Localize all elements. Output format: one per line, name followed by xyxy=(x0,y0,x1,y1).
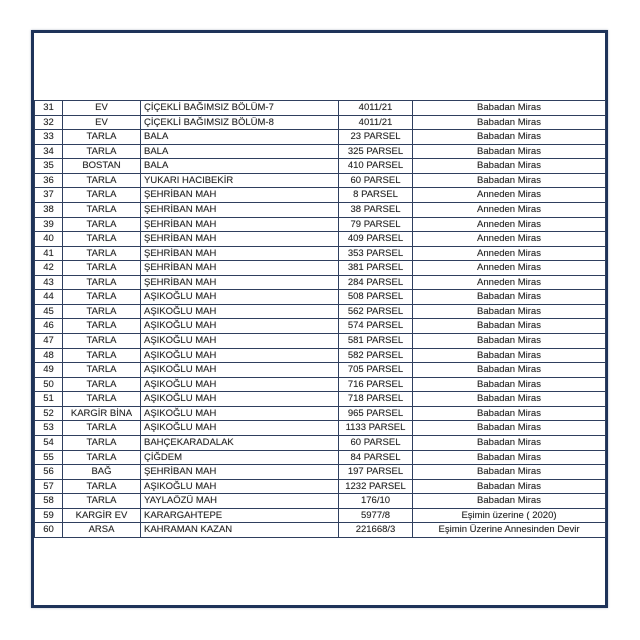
location-name-cell: ÇİÇEKLİ BAĞIMSIZ BÖLÜM-8 xyxy=(141,115,339,130)
inheritance-note-cell: Eşimin Üzerine Annesinden Devir xyxy=(413,523,606,538)
parcel-number-cell: 197 PARSEL xyxy=(339,465,413,480)
location-name-cell: BALA xyxy=(141,159,339,174)
table-row xyxy=(35,144,606,159)
property-type-cell: BOSTAN xyxy=(63,159,141,174)
property-type-cell: TARLA xyxy=(63,479,141,494)
property-type-cell: TARLA xyxy=(63,202,141,217)
table-row xyxy=(35,334,606,349)
parcel-number-cell: 1133 PARSEL xyxy=(339,421,413,436)
property-type-cell: BAĞ xyxy=(63,465,141,480)
inheritance-note-cell: Babadan Miras xyxy=(413,465,606,480)
table-row xyxy=(35,304,606,319)
property-type-cell: TARLA xyxy=(63,363,141,378)
parcel-number-cell: 284 PARSEL xyxy=(339,275,413,290)
property-type-cell: TARLA xyxy=(63,144,141,159)
location-name-cell: ŞEHRİBAN MAH xyxy=(141,275,339,290)
row-number-cell: 50 xyxy=(35,377,63,392)
inheritance-note-cell: Babadan Miras xyxy=(413,290,606,305)
property-type-cell: ARSA xyxy=(63,523,141,538)
property-type-cell: TARLA xyxy=(63,421,141,436)
row-number-cell: 54 xyxy=(35,435,63,450)
property-type-cell: TARLA xyxy=(63,494,141,509)
parcel-number-cell: 5977/8 xyxy=(339,508,413,523)
property-type-cell: TARLA xyxy=(63,232,141,247)
row-number-cell: 56 xyxy=(35,465,63,480)
row-number-cell: 38 xyxy=(35,202,63,217)
property-type-cell: TARLA xyxy=(63,217,141,232)
parcel-number-cell: 716 PARSEL xyxy=(339,377,413,392)
inheritance-note-cell: Anneden Miras xyxy=(413,232,606,247)
row-number-cell: 35 xyxy=(35,159,63,174)
location-name-cell: BALA xyxy=(141,144,339,159)
parcel-number-cell: 508 PARSEL xyxy=(339,290,413,305)
property-type-cell: TARLA xyxy=(63,188,141,203)
row-number-cell: 53 xyxy=(35,421,63,436)
parcel-number-cell: 60 PARSEL xyxy=(339,173,413,188)
inheritance-note-cell: Babadan Miras xyxy=(413,334,606,349)
table-row xyxy=(35,508,606,523)
parcel-number-cell: 409 PARSEL xyxy=(339,232,413,247)
location-name-cell: KARARGAHTEPE xyxy=(141,508,339,523)
table-row xyxy=(35,217,606,232)
parcel-number-cell: 176/10 xyxy=(339,494,413,509)
row-number-cell: 41 xyxy=(35,246,63,261)
row-number-cell: 31 xyxy=(35,101,63,116)
inheritance-note-cell: Anneden Miras xyxy=(413,188,606,203)
table-row xyxy=(35,101,606,116)
row-number-cell: 57 xyxy=(35,479,63,494)
row-number-cell: 32 xyxy=(35,115,63,130)
location-name-cell: ŞEHRİBAN MAH xyxy=(141,202,339,217)
row-number-cell: 45 xyxy=(35,304,63,319)
property-type-cell: EV xyxy=(63,101,141,116)
row-number-cell: 34 xyxy=(35,144,63,159)
inheritance-note-cell: Babadan Miras xyxy=(413,304,606,319)
property-type-cell: TARLA xyxy=(63,392,141,407)
location-name-cell: ŞEHRİBAN MAH xyxy=(141,188,339,203)
parcel-number-cell: 8 PARSEL xyxy=(339,188,413,203)
table-row xyxy=(35,450,606,465)
inheritance-note-cell: Anneden Miras xyxy=(413,202,606,217)
parcel-number-cell: 718 PARSEL xyxy=(339,392,413,407)
parcel-number-cell: 574 PARSEL xyxy=(339,319,413,334)
property-type-cell: TARLA xyxy=(63,275,141,290)
inheritance-note-cell: Anneden Miras xyxy=(413,261,606,276)
parcel-number-cell: 410 PARSEL xyxy=(339,159,413,174)
asset-declaration-table xyxy=(34,100,606,538)
table-row xyxy=(35,465,606,480)
inheritance-note-cell: Babadan Miras xyxy=(413,494,606,509)
table-row xyxy=(35,406,606,421)
location-name-cell: ŞEHRİBAN MAH xyxy=(141,217,339,232)
parcel-number-cell: 4011/21 xyxy=(339,115,413,130)
property-type-cell: TARLA xyxy=(63,450,141,465)
location-name-cell: AŞIKOĞLU MAH xyxy=(141,348,339,363)
location-name-cell: KAHRAMAN KAZAN xyxy=(141,523,339,538)
table-row xyxy=(35,435,606,450)
location-name-cell: YUKARI HACIBEKİR xyxy=(141,173,339,188)
inheritance-note-cell: Babadan Miras xyxy=(413,319,606,334)
inheritance-note-cell: Babadan Miras xyxy=(413,421,606,436)
property-type-cell: KARGİR EV xyxy=(63,508,141,523)
row-number-cell: 59 xyxy=(35,508,63,523)
inheritance-note-cell: Babadan Miras xyxy=(413,435,606,450)
table-row xyxy=(35,188,606,203)
table-row xyxy=(35,290,606,305)
property-type-cell: TARLA xyxy=(63,334,141,349)
location-name-cell: AŞIKOĞLU MAH xyxy=(141,406,339,421)
location-name-cell: ÇİĞDEM xyxy=(141,450,339,465)
inheritance-note-cell: Babadan Miras xyxy=(413,377,606,392)
table-row xyxy=(35,421,606,436)
location-name-cell: AŞIKOĞLU MAH xyxy=(141,363,339,378)
inheritance-note-cell: Babadan Miras xyxy=(413,144,606,159)
location-name-cell: ŞEHRİBAN MAH xyxy=(141,465,339,480)
inheritance-note-cell: Babadan Miras xyxy=(413,450,606,465)
inheritance-note-cell: Anneden Miras xyxy=(413,217,606,232)
parcel-number-cell: 581 PARSEL xyxy=(339,334,413,349)
parcel-number-cell: 965 PARSEL xyxy=(339,406,413,421)
row-number-cell: 55 xyxy=(35,450,63,465)
property-type-cell: TARLA xyxy=(63,435,141,450)
property-type-cell: KARGİR BİNA xyxy=(63,406,141,421)
table-row xyxy=(35,479,606,494)
inheritance-note-cell: Babadan Miras xyxy=(413,406,606,421)
row-number-cell: 39 xyxy=(35,217,63,232)
row-number-cell: 33 xyxy=(35,130,63,145)
row-number-cell: 49 xyxy=(35,363,63,378)
table-row xyxy=(35,115,606,130)
inheritance-note-cell: Babadan Miras xyxy=(413,101,606,116)
location-name-cell: AŞIKOĞLU MAH xyxy=(141,392,339,407)
parcel-number-cell: 582 PARSEL xyxy=(339,348,413,363)
property-type-cell: EV xyxy=(63,115,141,130)
parcel-number-cell: 23 PARSEL xyxy=(339,130,413,145)
location-name-cell: AŞIKOĞLU MAH xyxy=(141,479,339,494)
parcel-number-cell: 38 PARSEL xyxy=(339,202,413,217)
inheritance-note-cell: Babadan Miras xyxy=(413,130,606,145)
table-row xyxy=(35,392,606,407)
row-number-cell: 60 xyxy=(35,523,63,538)
property-type-cell: TARLA xyxy=(63,319,141,334)
row-number-cell: 52 xyxy=(35,406,63,421)
inheritance-note-cell: Babadan Miras xyxy=(413,159,606,174)
table-body xyxy=(35,101,606,538)
property-type-cell: TARLA xyxy=(63,130,141,145)
parcel-number-cell: 84 PARSEL xyxy=(339,450,413,465)
parcel-number-cell: 79 PARSEL xyxy=(339,217,413,232)
inheritance-note-cell: Babadan Miras xyxy=(413,115,606,130)
property-type-cell: TARLA xyxy=(63,173,141,188)
table-row xyxy=(35,130,606,145)
row-number-cell: 47 xyxy=(35,334,63,349)
row-number-cell: 37 xyxy=(35,188,63,203)
inheritance-note-cell: Babadan Miras xyxy=(413,392,606,407)
location-name-cell: ŞEHRİBAN MAH xyxy=(141,261,339,276)
table-row xyxy=(35,261,606,276)
table-row xyxy=(35,523,606,538)
location-name-cell: AŞIKOĞLU MAH xyxy=(141,334,339,349)
inheritance-note-cell: Babadan Miras xyxy=(413,479,606,494)
row-number-cell: 43 xyxy=(35,275,63,290)
row-number-cell: 42 xyxy=(35,261,63,276)
property-type-cell: TARLA xyxy=(63,377,141,392)
parcel-number-cell: 4011/21 xyxy=(339,101,413,116)
table-row xyxy=(35,494,606,509)
location-name-cell: AŞIKOĞLU MAH xyxy=(141,377,339,392)
row-number-cell: 46 xyxy=(35,319,63,334)
table-row xyxy=(35,159,606,174)
inheritance-note-cell: Anneden Miras xyxy=(413,246,606,261)
table-row xyxy=(35,348,606,363)
parcel-number-cell: 221668/3 xyxy=(339,523,413,538)
property-type-cell: TARLA xyxy=(63,246,141,261)
parcel-number-cell: 562 PARSEL xyxy=(339,304,413,319)
row-number-cell: 58 xyxy=(35,494,63,509)
table-row xyxy=(35,202,606,217)
location-name-cell: AŞIKOĞLU MAH xyxy=(141,421,339,436)
location-name-cell: AŞIKOĞLU MAH xyxy=(141,290,339,305)
table-row xyxy=(35,377,606,392)
inheritance-note-cell: Babadan Miras xyxy=(413,348,606,363)
parcel-number-cell: 1232 PARSEL xyxy=(339,479,413,494)
row-number-cell: 36 xyxy=(35,173,63,188)
property-type-cell: TARLA xyxy=(63,290,141,305)
property-type-cell: TARLA xyxy=(63,304,141,319)
table-row xyxy=(35,246,606,261)
location-name-cell: ÇİÇEKLİ BAĞIMSIZ BÖLÜM-7 xyxy=(141,101,339,116)
parcel-number-cell: 325 PARSEL xyxy=(339,144,413,159)
inheritance-note-cell: Babadan Miras xyxy=(413,363,606,378)
table-row xyxy=(35,232,606,247)
location-name-cell: BAHÇEKARADALAK xyxy=(141,435,339,450)
row-number-cell: 44 xyxy=(35,290,63,305)
property-type-cell: TARLA xyxy=(63,261,141,276)
parcel-number-cell: 60 PARSEL xyxy=(339,435,413,450)
location-name-cell: ŞEHRİBAN MAH xyxy=(141,232,339,247)
location-name-cell: ŞEHRİBAN MAH xyxy=(141,246,339,261)
parcel-number-cell: 705 PARSEL xyxy=(339,363,413,378)
inheritance-note-cell: Babadan Miras xyxy=(413,173,606,188)
table-row xyxy=(35,363,606,378)
inheritance-note-cell: Anneden Miras xyxy=(413,275,606,290)
location-name-cell: YAYLAÖZÜ MAH xyxy=(141,494,339,509)
row-number-cell: 48 xyxy=(35,348,63,363)
property-type-cell: TARLA xyxy=(63,348,141,363)
parcel-number-cell: 381 PARSEL xyxy=(339,261,413,276)
table-row xyxy=(35,319,606,334)
page-frame xyxy=(31,30,608,608)
table-row xyxy=(35,173,606,188)
location-name-cell: BALA xyxy=(141,130,339,145)
location-name-cell: AŞIKOĞLU MAH xyxy=(141,304,339,319)
location-name-cell: AŞIKOĞLU MAH xyxy=(141,319,339,334)
parcel-number-cell: 353 PARSEL xyxy=(339,246,413,261)
inheritance-note-cell: Eşimin üzerine ( 2020) xyxy=(413,508,606,523)
row-number-cell: 40 xyxy=(35,232,63,247)
row-number-cell: 51 xyxy=(35,392,63,407)
table-row xyxy=(35,275,606,290)
